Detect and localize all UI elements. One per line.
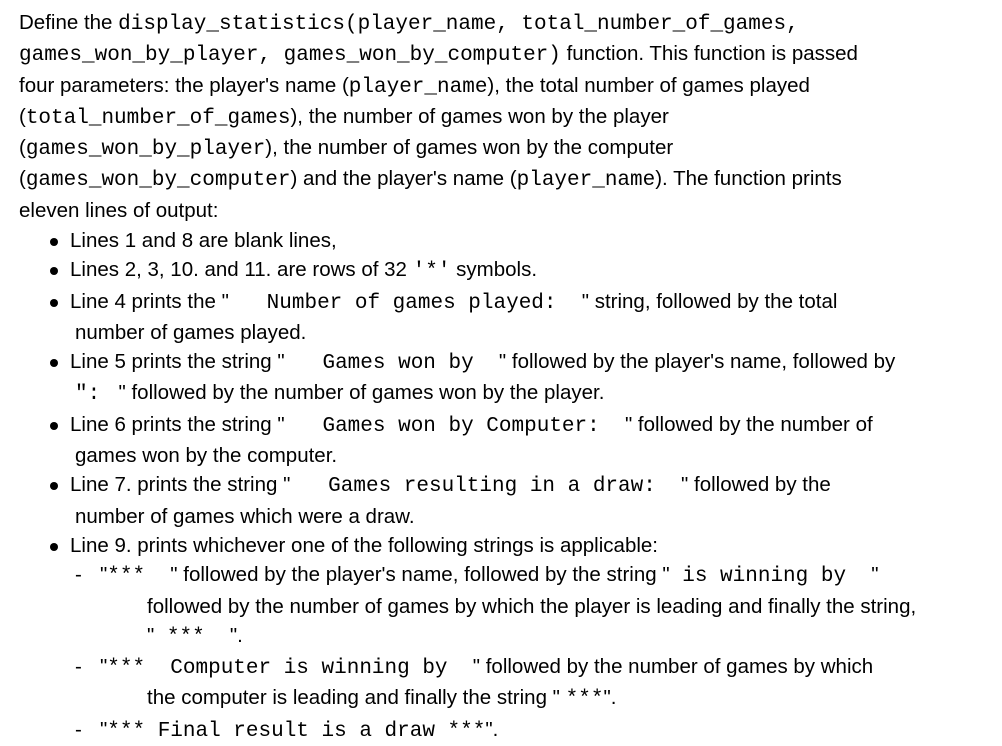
- sub-list-item: [0, 715, 1002, 746]
- dash-icon: -: [75, 717, 82, 741]
- list-item: [0, 347, 1002, 410]
- bullet-icon: [50, 299, 58, 307]
- bullet-icon: [50, 267, 58, 275]
- sub-item-text: " followed by the number of games by which: [472, 655, 874, 679]
- sub-item-text: the computer is leading and finally the string ": [147, 686, 566, 710]
- list-item-text: " followed by the: [681, 473, 831, 497]
- list-item-text: games won by the computer.: [75, 444, 338, 468]
- list-item: [0, 255, 1002, 286]
- code-param: games_won_by_computer: [25, 169, 291, 193]
- code-snippet: Games resulting in a draw:: [290, 475, 682, 499]
- sub-item-text: ".: [603, 686, 617, 710]
- code-snippet: '*': [412, 260, 451, 284]
- intro-text: eleven lines of output:: [19, 198, 219, 222]
- sub-item-text: followed by the number of games by which the player is leading and finally the string,: [147, 594, 917, 618]
- list-item-text: number of games which were a draw.: [75, 504, 415, 528]
- code-signature-line2: games_won_by_player, games_won_by_computer): [19, 44, 561, 68]
- code-param: player_name: [348, 75, 488, 99]
- intro-text: (: [19, 136, 26, 160]
- list-item: [0, 531, 1002, 746]
- list-item-text: Lines 2, 3, 10. and 11. are rows of 32: [70, 258, 413, 282]
- sub-item-text: ": [100, 563, 108, 587]
- intro-text: ), the number of games won by the player: [290, 104, 669, 128]
- bullet-icon: [50, 238, 58, 246]
- sub-item-text: ": [100, 717, 108, 741]
- intro-text: Define the: [19, 11, 119, 34]
- intro-paragraph: [19, 8, 994, 225]
- code-signature-line1: display_statistics(player_name, total_number_of_games,: [118, 13, 799, 36]
- bullet-icon: [50, 359, 58, 367]
- list-item-text: " string, followed by the total: [581, 289, 838, 313]
- list-item: [0, 410, 1002, 471]
- list-item: [0, 287, 1002, 348]
- code-snippet: ***: [565, 688, 604, 712]
- sub-item-text: ": [147, 623, 155, 647]
- intro-text: function. This function is passed: [560, 42, 858, 66]
- list-item-text: Line 6 prints the string ": [70, 412, 285, 436]
- sub-list: [70, 560, 1002, 746]
- code-snippet: ***: [154, 625, 230, 649]
- code-snippet: *** Computer is winning by: [107, 657, 473, 681]
- bullet-icon: [50, 482, 58, 490]
- bullet-icon: [50, 422, 58, 430]
- list-item-text: " followed by the number of games won by the player.: [112, 381, 605, 405]
- intro-text: (: [19, 167, 26, 191]
- sub-item-text: ": [100, 655, 108, 679]
- intro-text: (: [19, 104, 26, 128]
- sub-item-text: ".: [229, 623, 243, 647]
- list-item-text: " followed by the player's name, followed by: [498, 350, 896, 374]
- list-item-text: Line 9. prints whichever one of the following strings is applicable:: [70, 533, 658, 557]
- dash-icon: -: [75, 655, 82, 679]
- code-snippet: ":: [75, 383, 113, 407]
- intro-text: ), the total number of games played: [487, 73, 810, 97]
- code-snippet: is winning by: [669, 565, 872, 589]
- code-snippet: Games won by Computer:: [284, 414, 625, 438]
- sub-list-item: [0, 560, 1002, 652]
- code-param: total_number_of_games: [25, 106, 291, 130]
- intro-text: ). The function prints: [655, 167, 842, 191]
- list-item-text: Lines 1 and 8 are blank lines,: [70, 229, 337, 252]
- code-snippet: *** Final result is a draw ***: [107, 719, 486, 743]
- output-lines-list: [0, 226, 1002, 746]
- list-item-text: symbols.: [450, 258, 538, 282]
- list-item-text: Line 5 prints the string ": [70, 350, 285, 374]
- bullet-icon: [50, 543, 58, 551]
- sub-item-text: " followed by the player's name, followed by the string ": [170, 563, 670, 587]
- intro-text: ) and the player's name (: [290, 167, 517, 191]
- list-item-text: number of games played.: [75, 320, 307, 344]
- code-snippet: ***: [107, 565, 171, 589]
- list-item-text: Line 7. prints the string ": [70, 473, 291, 497]
- list-item: [0, 470, 1002, 531]
- code-param: player_name: [516, 169, 656, 193]
- list-item: [0, 226, 1002, 255]
- sub-item-text: ".: [485, 717, 499, 741]
- code-snippet: Games won by: [284, 352, 499, 376]
- list-item-text: " followed by the number of: [624, 412, 873, 436]
- code-snippet: Number of games played:: [228, 291, 582, 315]
- sub-list-item: [0, 652, 1002, 715]
- dash-icon: -: [75, 563, 82, 587]
- list-item-text: Line 4 prints the ": [70, 289, 229, 313]
- intro-text: four parameters: the player's name (: [19, 73, 349, 97]
- code-param: games_won_by_player: [25, 138, 266, 162]
- sub-item-text: ": [871, 563, 879, 587]
- intro-text: ), the number of games won by the computer: [265, 136, 674, 160]
